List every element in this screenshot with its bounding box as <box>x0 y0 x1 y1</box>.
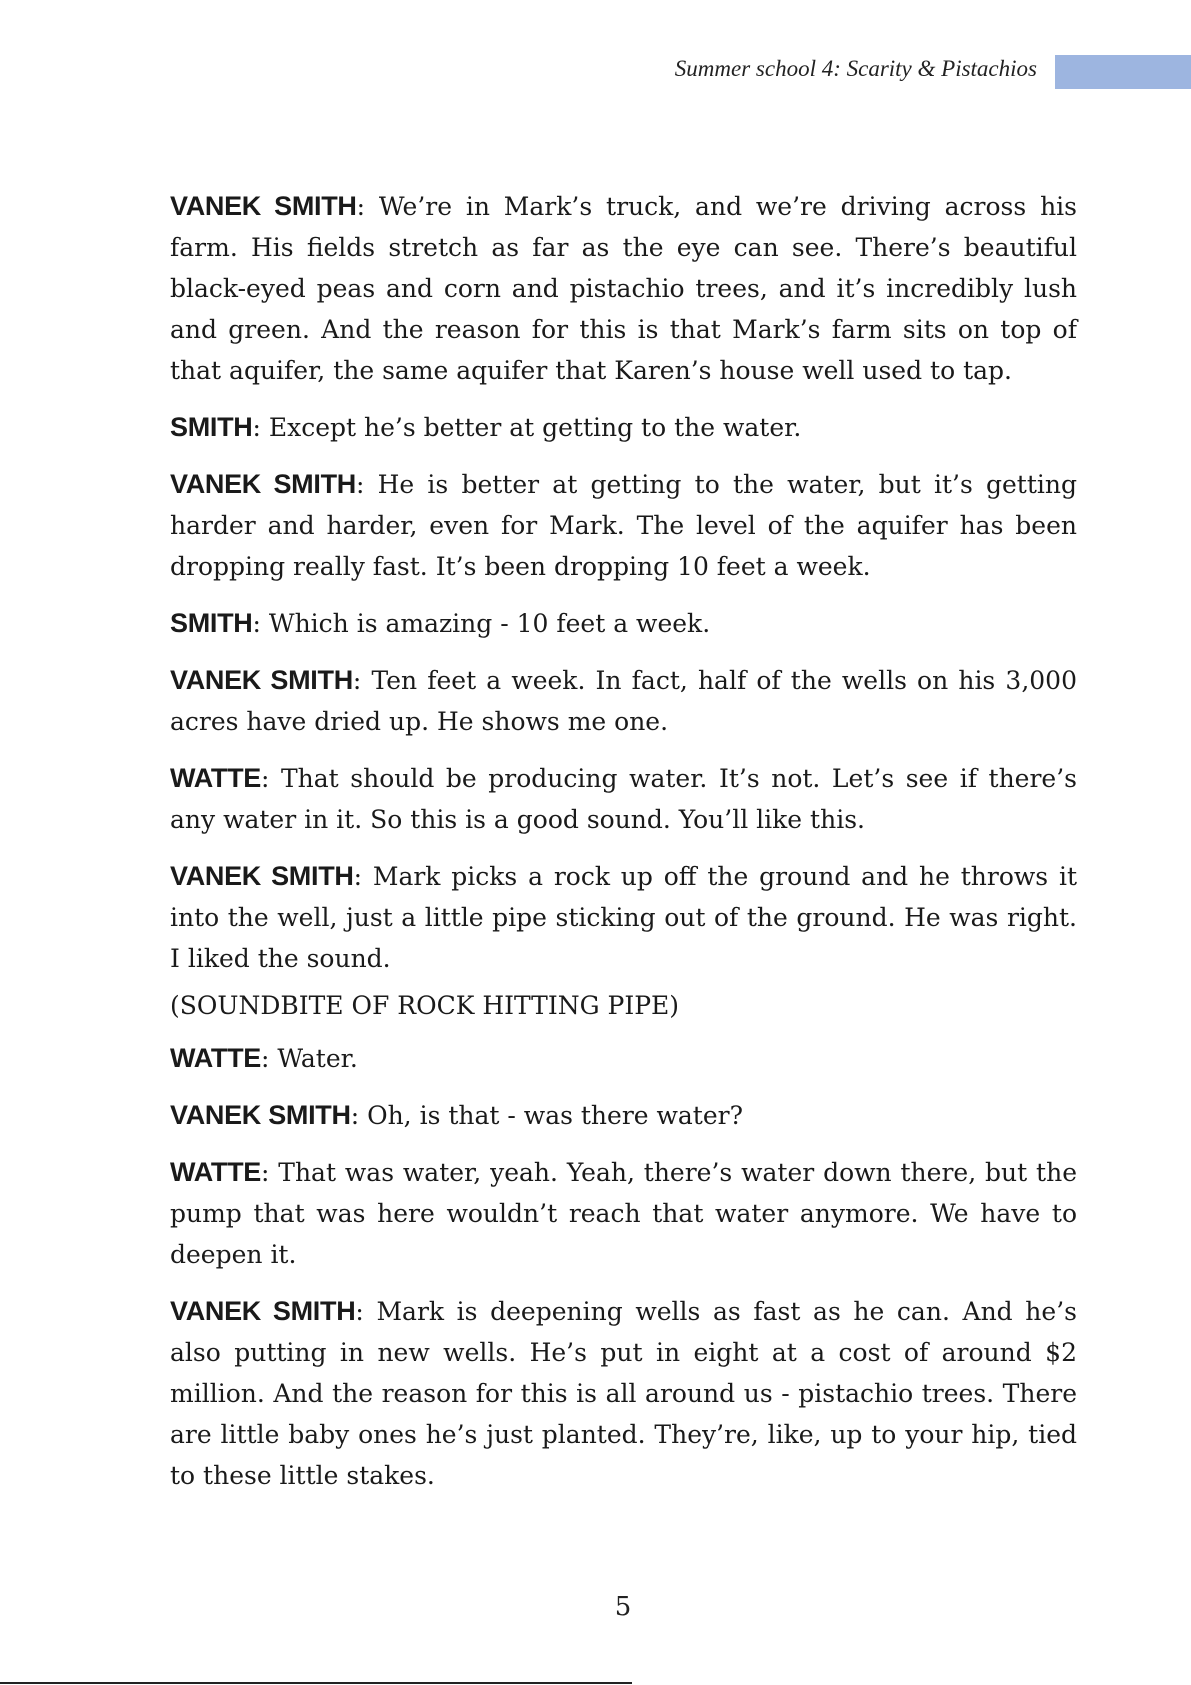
speech-text: : Water. <box>260 1044 358 1073</box>
speech-text: : Which is amazing - 10 feet a week. <box>252 609 711 638</box>
footer-divider <box>0 1682 632 1684</box>
speaker-name: SMITH <box>170 412 253 442</box>
page-header <box>0 52 1191 92</box>
speaker-name: VANEK SMITH <box>170 1296 356 1326</box>
transcript-paragraph <box>170 603 1077 644</box>
speaker-name: VANEK SMITH <box>170 861 354 891</box>
speech-text: : Mark picks a rock up off the ground and he throws it into the well, just a little pipe sticking out of the ground. He was right. I liked the sound. <box>170 862 1077 973</box>
speech-text: : That was water, yeah. Yeah, there’s water down there, but the pump that was here wouldn’t reach that water anymore. We have to deepen it. <box>170 1158 1077 1269</box>
transcript-paragraph <box>170 407 1077 448</box>
speech-text: : Oh, is that - was there water? <box>350 1101 744 1130</box>
speaker-name: VANEK SMITH <box>170 191 357 221</box>
transcript-paragraph <box>170 186 1077 391</box>
transcript-paragraph <box>170 1095 1077 1136</box>
speech-text: : We’re in Mark’s truck, and we’re driving across his farm. His fields stretch as far as the eye can see. There’s beautiful black-eyed peas and corn and pistachio trees, and it’s incredibly lush and green. And the reason for this is that Mark’s farm sits on top of that aquifer, the same aquifer that Karen’s house well used to tap. <box>170 192 1077 385</box>
transcript-body <box>170 186 1077 1512</box>
transcript-paragraph <box>170 464 1077 587</box>
speaker-name: WATTE <box>170 763 261 793</box>
speech-text: : Except he’s better at getting to the water. <box>252 413 802 442</box>
transcript-paragraph <box>170 758 1077 840</box>
soundbite-note: (SOUNDBITE OF ROCK HITTING PIPE) <box>170 991 680 1020</box>
page-number: 5 <box>614 1592 632 1622</box>
running-header-title: Summer school 4: Scarity & Pistachios <box>674 56 1037 81</box>
speaker-name: SMITH <box>170 608 253 638</box>
speaker-name: WATTE <box>170 1043 261 1073</box>
speech-text: : Ten feet a week. In fact, half of the wells on his 3,000 acres have dried up. He shows me one. <box>170 666 1077 736</box>
speaker-name: VANEK SMITH <box>170 469 356 499</box>
speaker-name: WATTE <box>170 1157 261 1187</box>
speech-text: : That should be producing water. It’s not. Let’s see if there’s any water in it. So this is a good sound. You’ll like this. <box>170 764 1077 834</box>
speaker-name: VANEK SMITH <box>170 665 353 695</box>
transcript-paragraph <box>170 856 1077 979</box>
header-accent-bar <box>1055 55 1191 89</box>
transcript-paragraph <box>170 1291 1077 1496</box>
transcript-paragraph <box>170 1038 1077 1079</box>
transcript-paragraph <box>170 1152 1077 1275</box>
speech-text: : Mark is deepening wells as fast as he can. And he’s also putting in new wells. He’s put in eight at a cost of around $2 million. And the reason for this is all around us - pistachio trees. There are little baby ones he’s just planted. They’re, like, up to your hip, tied to these little stakes. <box>170 1297 1077 1490</box>
speech-text: : He is better at getting to the water, but it’s getting harder and harder, even for Mark. The level of the aquifer has been dropping really fast. It’s been dropping 10 feet a week. <box>170 470 1077 581</box>
speaker-name: VANEK SMITH <box>170 1100 351 1130</box>
transcript-paragraph <box>170 660 1077 742</box>
